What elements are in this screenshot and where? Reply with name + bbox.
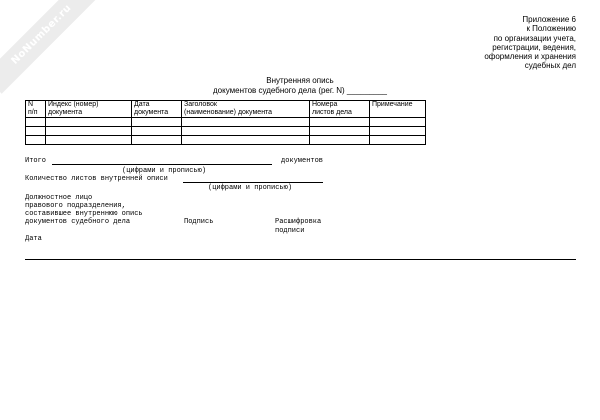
header-sheets: Номера листов дела bbox=[310, 101, 370, 118]
appendix-line: Приложение 6 bbox=[522, 15, 576, 24]
table-cell bbox=[182, 127, 310, 136]
official-line: составившее внутреннюю опись bbox=[25, 210, 143, 218]
table-cell bbox=[46, 127, 132, 136]
table-cell bbox=[182, 136, 310, 145]
table-cell bbox=[46, 136, 132, 145]
header-title: Заголовок (наименование) документа bbox=[182, 101, 310, 118]
header-date: Дата документа bbox=[132, 101, 182, 118]
appendix-line: оформления и хранения bbox=[484, 52, 576, 62]
sheets-label: Количество листов внутренней описи bbox=[25, 175, 168, 183]
bottom-rule bbox=[25, 259, 576, 260]
decoding-label-2: подписи bbox=[275, 227, 305, 235]
table-cell bbox=[182, 118, 310, 127]
watermark-ribbon: NoNumber.ru bbox=[0, 0, 101, 94]
official-line: документов судебного дела bbox=[25, 218, 131, 226]
total-suffix: документов bbox=[281, 157, 324, 165]
total-underline bbox=[52, 157, 272, 165]
inventory-table bbox=[25, 100, 426, 145]
signature-label: Подпись bbox=[184, 218, 214, 226]
table-cell bbox=[46, 118, 132, 127]
table-cell bbox=[370, 136, 426, 145]
table-row bbox=[26, 127, 426, 136]
title-line-2: документов судебного дела (рег. N) _________ bbox=[213, 85, 387, 95]
table-row bbox=[26, 118, 426, 127]
appendix-line: судебных дел bbox=[524, 61, 576, 71]
header-index: Индекс (номер) документа bbox=[46, 101, 132, 118]
appendix-note bbox=[376, 15, 576, 71]
official-line: правового подразделения, bbox=[25, 202, 126, 210]
table-row bbox=[26, 136, 426, 145]
header-note: Примечание bbox=[370, 101, 426, 118]
table-cell bbox=[310, 127, 370, 136]
table-cell bbox=[370, 127, 426, 136]
date-label: Дата bbox=[25, 235, 42, 243]
appendix-line: к Положению bbox=[526, 24, 576, 34]
table-cell bbox=[132, 136, 182, 145]
table-cell bbox=[26, 136, 46, 145]
appendix-line: регистрации, ведения, bbox=[492, 42, 576, 52]
appendix-line: по организации учета, bbox=[493, 33, 576, 43]
header-number: N п/п bbox=[26, 101, 46, 118]
table-cell bbox=[26, 127, 46, 136]
table-cell bbox=[310, 118, 370, 127]
document-title bbox=[200, 76, 400, 95]
total-hint: (цифрами и прописью) bbox=[122, 167, 207, 175]
table-cell bbox=[132, 118, 182, 127]
official-line: Должностное лицо bbox=[25, 194, 93, 202]
sheets-hint: (цифрами и прописью) bbox=[208, 184, 293, 192]
decoding-label: Расшифровка bbox=[275, 218, 322, 226]
table-cell bbox=[132, 127, 182, 136]
table-cell bbox=[26, 118, 46, 127]
table-cell bbox=[370, 118, 426, 127]
table-cell bbox=[310, 136, 370, 145]
title-line-1: Внутренняя опись bbox=[266, 76, 334, 85]
table-header-row bbox=[26, 101, 426, 118]
total-label: Итого bbox=[25, 157, 47, 165]
sheets-underline bbox=[183, 175, 323, 183]
